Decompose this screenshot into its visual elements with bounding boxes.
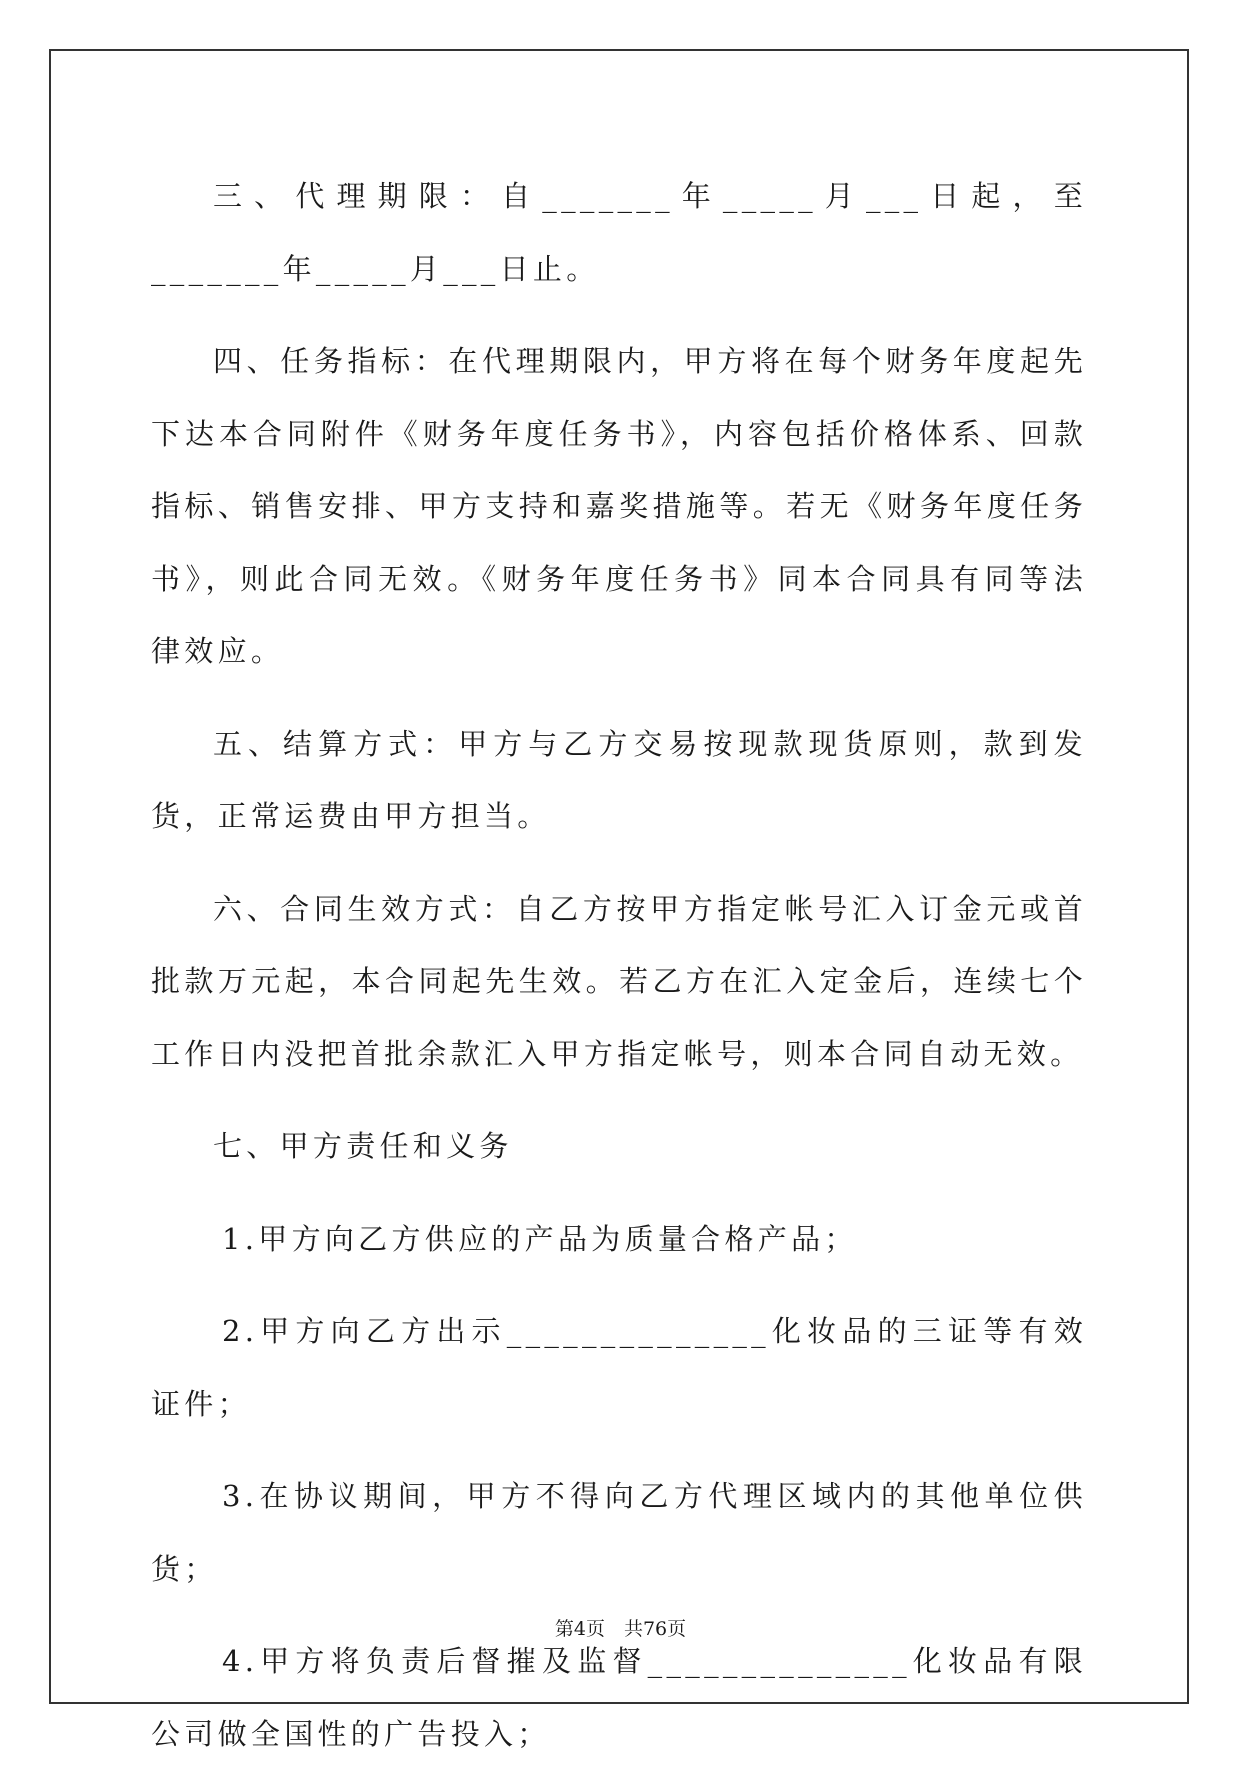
page-number-footer: 第4页 共76页: [554, 1618, 687, 1640]
duty-item-2: 2.甲方向乙方出示______________化妆品的三证等有效证件；: [151, 1314, 1087, 1421]
duty-item-3: 3.在协议期间，甲方不得向乙方代理区域内的其他单位供货；: [151, 1479, 1087, 1586]
duty-item-1: 1.甲方向乙方供应的产品为质量合格产品；: [222, 1221, 858, 1256]
duty-item-4: 4.甲方将负责后督摧及监督______________化妆品有限公司做全国性的广告投入；: [151, 1644, 1087, 1751]
clause-effective-method: 六、合同生效方式：自乙方按甲方指定帐号汇入订金元或首批款万元起，本合同起先生效。若乙方在汇入定金后，连续七个工作日内没把首批余款汇入甲方指定帐号，则本合同自动无效。: [151, 891, 1087, 1071]
document-body: [151, 160, 1087, 1770]
clause-settlement-method: 五、结算方式：甲方与乙方交易按现款现货原则，款到发货，正常运费由甲方担当。: [151, 726, 1087, 833]
clause-agency-term: 三、代理期限：自_______年_____月___日起，至_______年_____月___日止。: [151, 179, 1087, 286]
clause-party-a-duties-heading: 七、甲方责任和义务: [213, 1129, 513, 1163]
clause-task-targets: 四、任务指标：在代理期限内，甲方将在每个财务年度起先下达本合同附件《财务年度任务书》，内容包括价格体系、回款指标、销售安排、甲方支持和嘉奖措施等。若无《财务年度任务书》，则此合同无效。《财务年度任务书》同本合同具有同等法律效应。: [151, 344, 1087, 668]
